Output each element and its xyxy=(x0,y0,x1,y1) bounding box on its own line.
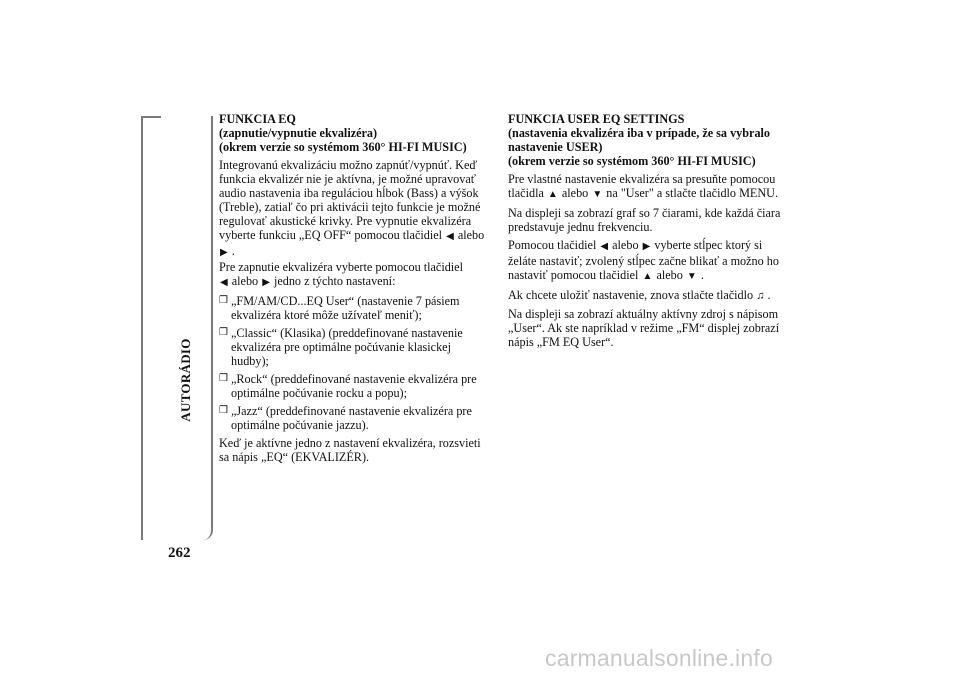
list-item xyxy=(219,294,487,322)
left-heading-1: FUNKCIA EQ xyxy=(219,112,296,126)
music-note-icon: ♫ xyxy=(756,290,765,302)
right-p3-middle: vyberte stĺpec ktorý si želáte nastaviť; zvolený stĺpec začne blikať a možno ho nastaviť pomocou tlačidiel xyxy=(508,238,779,282)
arrow-left-icon: ◀ xyxy=(446,231,454,242)
list-item xyxy=(219,326,487,368)
arrow-right-icon: ▶ xyxy=(642,241,651,252)
checkbox-bullet-icon: ❒ xyxy=(219,405,228,416)
page-frame-left-full xyxy=(141,116,143,540)
right-p3-end: . xyxy=(700,268,704,282)
arrow-down-icon: ▼ xyxy=(592,189,603,200)
list-item-text: „FM/AM/CD...EQ User“ (nastavenie 7 pásiem ekvalizéra ktoré môže užívateľ meniť); xyxy=(231,294,460,322)
arrow-up-icon: ▲ xyxy=(642,271,653,282)
list-item xyxy=(219,404,487,432)
list-item-text: „Classic“ (Klasika) (preddefinované nastavenie ekvalizéra pre optimálne počúvanie klasickej hudby); xyxy=(231,326,463,368)
right-paragraph-5: Na displeji sa zobrazí aktuálny aktívny zdroj s nápisom „User“. Ak ste napríklad v režime „FM“ displej zobrazí nápis „FM EQ User“. xyxy=(508,307,780,349)
right-heading-1: FUNKCIA USER EQ SETTINGS xyxy=(508,112,685,126)
checkbox-bullet-icon: ❒ xyxy=(219,295,228,306)
right-paragraph-4 xyxy=(508,288,790,303)
right-heading-2: (nastavenia ekvalizéra iba v prípade, že sa vybralo nastavenie USER) xyxy=(508,126,771,154)
watermark: carmanualsonline.info xyxy=(545,645,773,671)
arrow-right-icon: ▶ xyxy=(262,277,270,288)
section-label: AUTORÁDIO xyxy=(178,338,193,422)
left-p1-end: . xyxy=(231,244,235,258)
left-paragraph-3: Keď je aktívne jedno z nastavení ekvalizéra, rozsvieti sa nápis „EQ“ (EKVALIZÉR). xyxy=(219,436,481,464)
right-paragraph-2: Na displeji sa zobrazí graf so 7 čiarami, kde každá čiara predstavuje jednu frekvenciu. xyxy=(508,206,781,234)
right-p1-tail: na "User" a stlačte tlačidlo MENU. xyxy=(606,186,779,200)
right-paragraph-3 xyxy=(508,238,790,284)
right-p1-or: alebo xyxy=(561,186,589,200)
right-p3-or: alebo xyxy=(612,238,639,252)
left-p1-tail: alebo xyxy=(457,228,485,242)
right-p3-or-2: alebo xyxy=(656,268,683,282)
page-frame-top xyxy=(141,116,161,118)
arrow-left-icon: ◀ xyxy=(220,277,228,288)
left-p2-text: Pre zapnutie ekvalizéra vyberte pomocou tlačidiel xyxy=(219,260,463,274)
list-item-text: „Jazz“ (preddefinované nastavenie ekvalizéra pre optimálne počúvanie jazzu). xyxy=(231,404,472,432)
page-frame xyxy=(141,116,213,540)
arrow-right-icon: ▶ xyxy=(220,247,228,258)
arrow-down-icon: ▼ xyxy=(686,271,697,282)
right-p4-text: Ak chcete uložiť nastavenie, znova stlačte tlačidlo xyxy=(508,288,754,302)
right-column xyxy=(508,112,790,353)
right-heading-3: (okrem verzie so systémom 360° HI-FI MUSIC) xyxy=(508,154,756,168)
list-item xyxy=(219,372,487,400)
right-paragraph-1 xyxy=(508,172,790,202)
left-p1-text: Integrovanú ekvalizáciu možno zapnúť/vypnúť. Keď funkcia ekvalizér nie je aktívna, je možné upravovať audio nastavenia iba reguláciou hĺbok (Bass) a výšok (Treble), zatiaľ čo pri aktivácii tejto funkcie je možné regulovať akustické krivky. Pre vypnutie ekvalizéra vyberte funkciu „EQ OFF“ pomocou tlačidiel xyxy=(219,158,481,242)
left-p2-or: alebo xyxy=(231,274,259,288)
left-heading-2: (zapnutie/vypnutie ekvalizéra) xyxy=(219,126,378,140)
left-paragraph-1 xyxy=(219,158,487,290)
left-column xyxy=(219,112,487,468)
arrow-up-icon: ▲ xyxy=(547,189,558,200)
arrow-left-icon: ◀ xyxy=(600,241,609,252)
page-number: 262 xyxy=(168,545,191,561)
left-heading-3: (okrem verzie so systémom 360° HI-FI MUSIC) xyxy=(219,140,467,154)
checkbox-bullet-icon: ❒ xyxy=(219,327,228,338)
checkbox-bullet-icon: ❒ xyxy=(219,373,228,384)
left-p2-tail: jedno z týchto nastavení: xyxy=(273,274,396,288)
right-p3-text: Pomocou tlačidiel xyxy=(508,238,597,252)
right-p1-text: Pre vlastné nastavenie ekvalizéra sa presuňte pomocou tlačidla xyxy=(508,172,776,200)
list-item-text: „Rock“ (preddefinované nastavenie ekvalizéra pre optimálne počúvanie rocku a popu); xyxy=(231,372,477,400)
right-p4-end: . xyxy=(767,288,771,302)
